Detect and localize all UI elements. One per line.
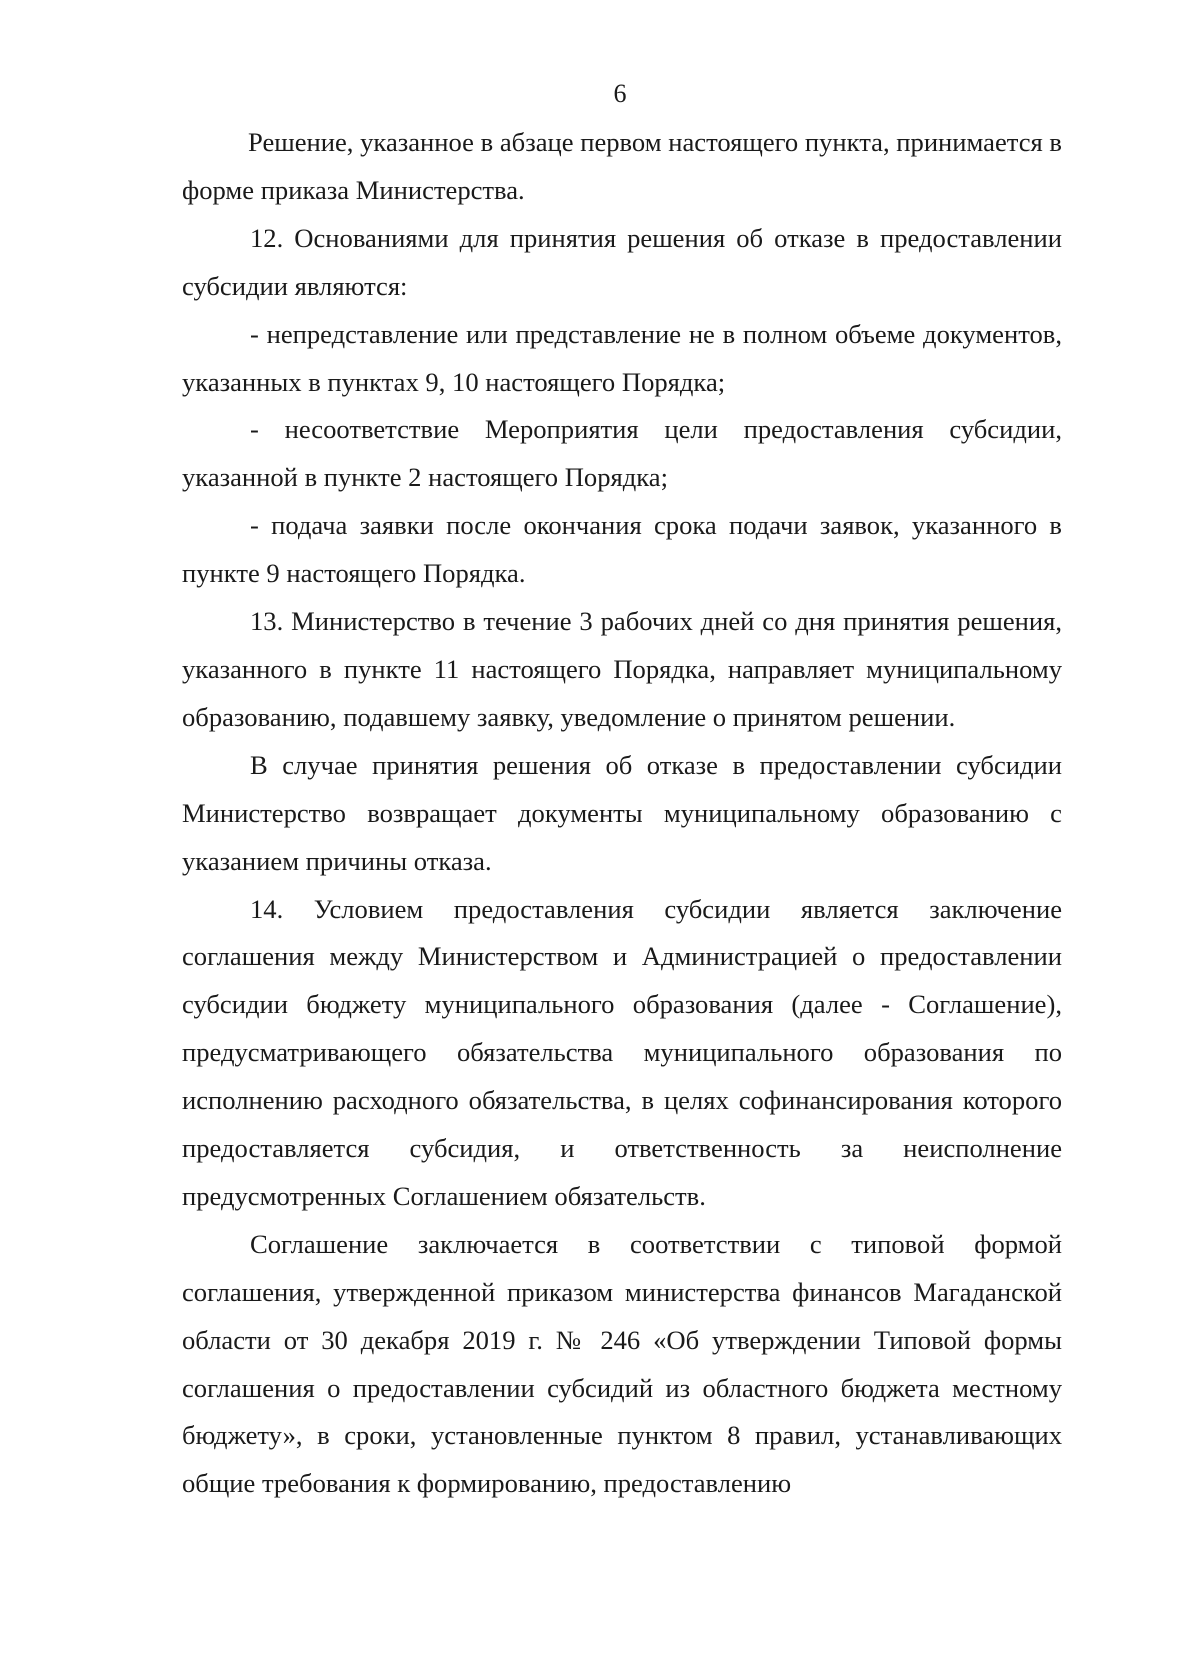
paragraph-13-notification: 13. Министерство в течение 3 рабочих дней со дня принятия решения, указанного в пункте 11 настоящего Порядка, направляет муниципальному образованию, подавшему заявку, уведомление о принятом решении.	[182, 606, 1062, 732]
paragraph-refusal-return: В случае принятия решения об отказе в предоставлении субсидии Министерство возвращает документы муниципальному образованию с указанием причины отказа.	[182, 749, 1062, 876]
page-number: 6	[613, 79, 627, 108]
paragraph-decision-form: Решение, указанное в абзаце первом настоящего пункта, принимается в форме приказа Министерства.	[182, 127, 1062, 205]
paragraph-14-agreement: 14. Условием предоставления субсидии является заключение соглашения между Министерством и Администрацией о предоставлении субсидии бюджету муниципального образования (далее - Соглашение), предусматривающего обязательства муниципального образования по исполнению расходного обязательства, в целях софинансирования которого предоставляется субсидия, и ответственность за неисполнение предусмотренных Соглашением обязательств.	[182, 893, 1062, 1211]
paragraph-ground-deadline: - подача заявки после окончания срока подачи заявок, указанного в пункте 9 настоящего Порядка.	[182, 510, 1062, 589]
paragraph-ground-documents: - непредставление или представление не в полном объеме документов, указанных в пунктах 9, 10 настоящего Порядка;	[182, 318, 1062, 397]
paragraph-agreement-form: Соглашение заключается в соответствии с типовой формой соглашения, утвержденной приказом министерства финансов Магаданской области от 30 декабря 2019 г. № 246 «Об утверждении Типовой формы соглашения о предоставлении субсидий из областного бюджета местному бюджету», в сроки, установленные пунктом 8 правил, устанавливающих общие требования к формированию, предоставлению	[182, 1228, 1062, 1499]
paragraph-12-refusal-grounds: 12. Основаниями для принятия решения об отказе в предоставлении субсидии являются:	[182, 222, 1062, 301]
document-body	[182, 119, 1062, 1508]
paragraph-ground-purpose: - несоответствие Мероприятия цели предоставления субсидии, указанной в пункте 2 настоящего Порядка;	[182, 414, 1062, 493]
